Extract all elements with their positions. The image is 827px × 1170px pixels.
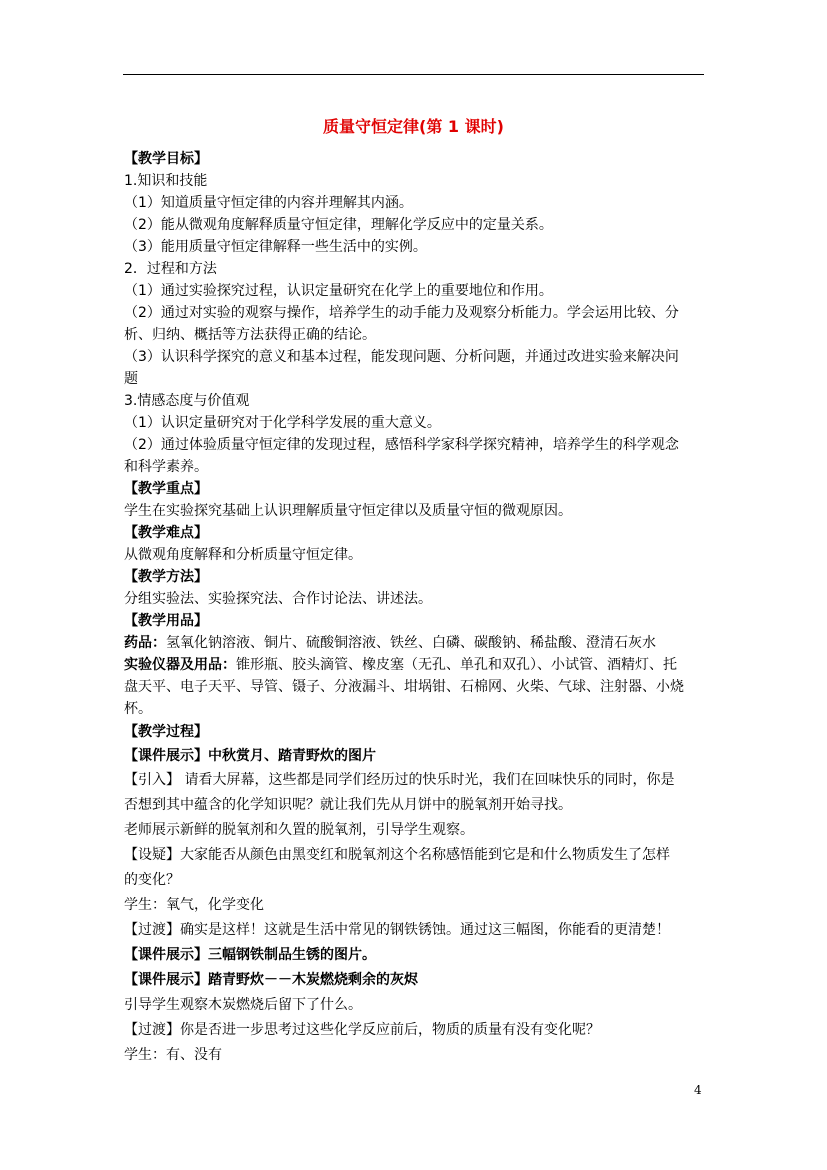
- body-line: 【课件展示】踏青野炊－－木炭燃烧剩余的灰烬: [124, 972, 418, 988]
- header-rule: [123, 74, 704, 75]
- body-line: 【过渡】确实是这样！这就是生活中常见的钢铁锈蚀。通过这三幅图，你能看的更清楚！: [124, 922, 670, 938]
- body-line: 析、归纳、概括等方法获得正确的结论。: [124, 327, 376, 343]
- body-line: 【过渡】你是否进一步思考过这些化学反应前后，物质的质量有没有变化呢？: [124, 1022, 600, 1038]
- body-line: 药品：氢氧化钠溶液、铜片、硫酸铜溶液、铁丝、白磷、碳酸钠、稀盐酸、澄清石灰水: [124, 635, 656, 651]
- body-line: 学生在实验探究基础上认识理解质量守恒定律以及质量守恒的微观原因。: [124, 503, 572, 519]
- section-heading-materials: 【教学用品】: [124, 613, 208, 629]
- body-line: 2．过程和方法: [124, 261, 217, 277]
- body-line: 【设疑】大家能否从颜色由黑变红和脱氧剂这个名称感悟能到它是和什么物质发生了怎样: [124, 847, 670, 863]
- document-body: [124, 148, 707, 1068]
- body-line: 否想到其中蕴含的化学知识呢？就让我们先从月饼中的脱氧剂开始寻找。: [124, 797, 572, 813]
- body-line: 分组实验法、实验探究法、合作讨论法、讲述法。: [124, 591, 432, 607]
- body-line: （1）认识定量研究对于化学科学发展的重大意义。: [124, 415, 441, 431]
- document-title: 质量守恒定律(第 1 课时): [323, 117, 504, 136]
- body-line: （3）能用质量守恒定律解释一些生活中的实例。: [124, 239, 427, 255]
- body-line: 老师展示新鲜的脱氧剂和久置的脱氧剂，引导学生观察。: [124, 822, 474, 838]
- section-heading-objectives: 【教学目标】: [124, 151, 208, 167]
- body-line: 的变化？: [124, 872, 180, 888]
- body-line: （2）能从微观角度解释质量守恒定律，理解化学反应中的定量关系。: [124, 217, 553, 233]
- body-line: （1）通过实验探究过程，认识定量研究在化学上的重要地位和作用。: [124, 283, 553, 299]
- body-line: 1.知识和技能: [124, 173, 208, 189]
- section-heading-methods: 【教学方法】: [124, 569, 208, 585]
- page-number: 4: [694, 1083, 702, 1097]
- body-line: 盘天平、电子天平、导管、镊子、分液漏斗、坩埚钳、石棉网、火柴、气球、注射器、小烧: [124, 679, 684, 695]
- body-line: 【课件展示】三幅钢铁制品生锈的图片。: [124, 947, 376, 963]
- body-line: 从微观角度解释和分析质量守恒定律。: [124, 547, 362, 563]
- body-line: 【引入】 请看大屏幕，这些都是同学们经历过的快乐时光，我们在回味快乐的同时，你是: [124, 772, 675, 788]
- section-heading-key-points: 【教学重点】: [124, 481, 208, 497]
- body-line: 实验仪器及用品：锥形瓶、胶头滴管、橡皮塞（无孔、单孔和双孔）、小试管、酒精灯、托: [124, 657, 677, 673]
- body-line: 学生：有、没有: [124, 1047, 222, 1063]
- body-line: （2）通过体验质量守恒定律的发现过程，感悟科学家科学探究精神，培养学生的科学观念: [124, 437, 679, 453]
- body-line: （1）知道质量守恒定律的内容并理解其内涵。: [124, 195, 413, 211]
- body-line: 引导学生观察木炭燃烧后留下了什么。: [124, 997, 362, 1013]
- section-heading-difficulties: 【教学难点】: [124, 525, 208, 541]
- body-line: 和科学素养。: [124, 459, 208, 475]
- body-line: 题: [124, 371, 138, 387]
- body-line: 学生：氧气，化学变化: [124, 897, 264, 913]
- body-line: 【课件展示】中秋赏月、踏青野炊的图片: [124, 748, 376, 764]
- body-line: 杯。: [124, 701, 152, 717]
- section-heading-process: 【教学过程】: [124, 724, 208, 740]
- body-line: （3）认识科学探究的意义和基本过程，能发现问题、分析问题，并通过改进实验来解决问: [124, 349, 679, 365]
- body-line: 3.情感态度与价值观: [124, 393, 250, 409]
- body-line: （2）通过对实验的观察与操作，培养学生的动手能力及观察分析能力。学会运用比较、分: [124, 305, 679, 321]
